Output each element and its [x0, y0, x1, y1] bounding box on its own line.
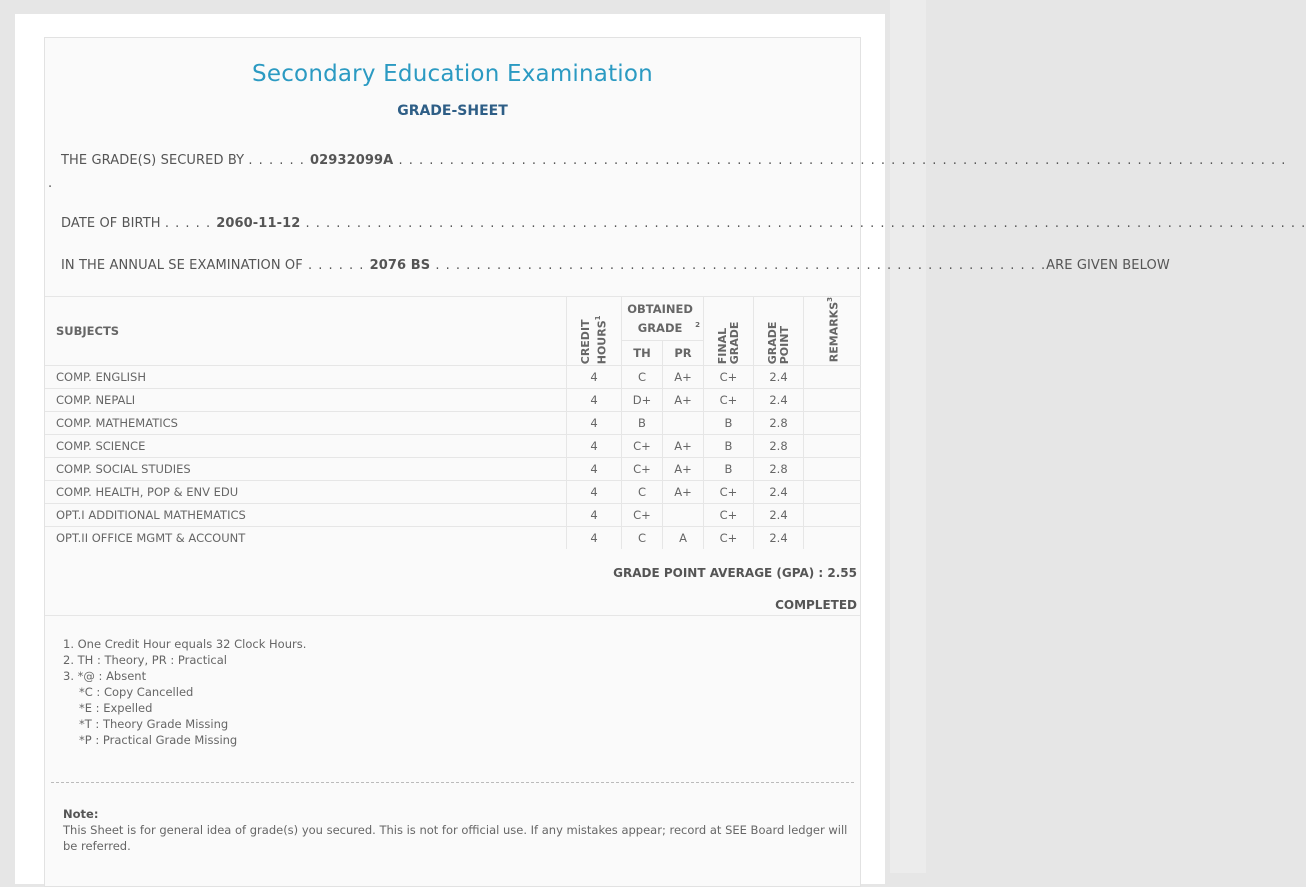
pr-grade-cell: A+ — [663, 481, 704, 504]
divider — [45, 615, 860, 616]
subject-cell: COMP. ENGLISH — [45, 366, 567, 389]
final-grade-cell: B — [704, 458, 754, 481]
final-grade-cell: C+ — [704, 389, 754, 412]
remarks-cell — [804, 366, 862, 389]
credit-cell: 4 — [567, 458, 622, 481]
subject-cell: OPT.I ADDITIONAL MATHEMATICS — [45, 504, 567, 527]
page-title: Secondary Education Examination — [252, 61, 653, 87]
credit-cell: 4 — [567, 481, 622, 504]
symbol-number: 02932099A — [310, 153, 394, 168]
th-grade-cell: C — [622, 527, 663, 550]
secured-by-label: THE GRADE(S) SECURED BY — [61, 153, 245, 168]
table-row — [45, 366, 861, 389]
gpa-value: 2.55 — [827, 566, 857, 580]
grade-point-cell: 2.8 — [754, 458, 804, 481]
secured-by-line: THE GRADE(S) SECURED BY . . . . . . 02932099A . . . . . . . . . . . . . . . . . . . . . . . . . . . . . . . . . . . . . . . . . . . . . . . . . . . . . . . . . . . . . . . . . . . . . . . . . . . . . . . . . . . . . . . — [61, 153, 1287, 168]
table-row — [45, 389, 861, 412]
exam-label: IN THE ANNUAL SE EXAMINATION OF — [61, 258, 303, 273]
credit-cell: 4 — [567, 389, 622, 412]
final-grade-cell: C+ — [704, 504, 754, 527]
pr-grade-cell: A — [663, 527, 704, 550]
footnote-item: 3. *@ : Absent — [63, 669, 147, 683]
th-header: TH — [622, 341, 663, 366]
pr-grade-cell — [663, 412, 704, 435]
final-grade-cell: B — [704, 435, 754, 458]
grade-point-cell: 2.8 — [754, 412, 804, 435]
final-grade-cell: C+ — [704, 366, 754, 389]
pr-grade-cell — [663, 504, 704, 527]
status-badge: COMPLETED — [775, 598, 857, 612]
grade-point-cell: 2.4 — [754, 481, 804, 504]
final-grade-cell: C+ — [704, 527, 754, 550]
dob-value: 2060-11-12 — [216, 216, 301, 231]
grade-point-cell: 2.4 — [754, 504, 804, 527]
note-heading: Note: — [63, 807, 99, 821]
subject-cell: COMP. NEPALI — [45, 389, 567, 412]
remarks-cell — [804, 504, 862, 527]
table-row — [45, 458, 861, 481]
remarks-cell — [804, 389, 862, 412]
remarks-header: REMARKS$^3$ — [804, 297, 862, 366]
given-below-label: ARE GIVEN BELOW — [1046, 258, 1170, 273]
page-subtitle: GRADE-SHEET — [397, 103, 508, 119]
gpa-summary — [613, 566, 857, 580]
exam-line: IN THE ANNUAL SE EXAMINATION OF . . . . . . 2076 BS . . . . . . . . . . . . . . . . . . . . . . . . . . . . . . . . . . . . . . . . . . . . . . . . . . . . . . . . . . . . ARE GIVEN BELOW — [61, 258, 1170, 273]
table-row — [45, 412, 861, 435]
footnotes — [63, 636, 306, 748]
credit-cell: 4 — [567, 527, 622, 550]
grade-point-cell: 2.4 — [754, 366, 804, 389]
pr-grade-cell: A+ — [663, 366, 704, 389]
grade-point-cell: 2.8 — [754, 435, 804, 458]
remarks-cell — [804, 481, 862, 504]
subject-cell: COMP. SOCIAL STUDIES — [45, 458, 567, 481]
grade-point-header: GRADE POINT — [754, 297, 804, 366]
credit-cell: 4 — [567, 412, 622, 435]
credit-hours-header: CREDIT HOURS$^1$ — [567, 297, 622, 366]
credit-cell: 4 — [567, 504, 622, 527]
subject-cell: COMP. MATHEMATICS — [45, 412, 567, 435]
th-grade-cell: C+ — [622, 504, 663, 527]
subjects-header: SUBJECTS — [45, 297, 567, 366]
subject-cell: COMP. SCIENCE — [45, 435, 567, 458]
final-grade-header: FINAL GRADE — [704, 297, 754, 366]
grade-point-cell: 2.4 — [754, 389, 804, 412]
remarks-cell — [804, 527, 862, 550]
pr-grade-cell: A+ — [663, 435, 704, 458]
footnote-item: *C : Copy Cancelled — [79, 685, 194, 699]
table-row — [45, 527, 861, 550]
exam-year: 2076 BS — [369, 258, 431, 273]
th-grade-cell: C — [622, 366, 663, 389]
dob-label: DATE OF BIRTH — [61, 216, 161, 231]
footnote-item: 2. TH : Theory, PR : Practical — [63, 653, 227, 667]
table-row — [45, 481, 861, 504]
pr-header: PR — [663, 341, 704, 366]
footnote-item: *E : Expelled — [79, 701, 153, 715]
table-row — [45, 435, 861, 458]
th-grade-cell: C+ — [622, 458, 663, 481]
remarks-cell — [804, 435, 862, 458]
remarks-cell — [804, 412, 862, 435]
pr-grade-cell: A+ — [663, 389, 704, 412]
footnote-item: 1. One Credit Hour equals 32 Clock Hours. — [63, 637, 307, 651]
credit-cell: 4 — [567, 366, 622, 389]
th-grade-cell: B — [622, 412, 663, 435]
table-header-row — [45, 297, 861, 341]
th-grade-cell: C+ — [622, 435, 663, 458]
subject-cell: COMP. HEALTH, POP & ENV EDU — [45, 481, 567, 504]
subject-cell: OPT.II OFFICE MGMT & ACCOUNT — [45, 527, 567, 550]
pr-grade-cell: A+ — [663, 458, 704, 481]
dashed-divider — [51, 782, 854, 783]
table-row — [45, 504, 861, 527]
footnote-item: *T : Theory Grade Missing — [79, 717, 229, 731]
dob-line: DATE OF BIRTH . . . . . 2060-11-12 . . . . . . . . . . . . . . . . . . . . . . . . . . . . . . . . . . . . . . . . . . . . . . . . . . . . . . . . . . . . . . . . . . . . . . . . . . . . . . . . . . . . . . . . . . . . . . . . . . — [61, 216, 1306, 231]
scroll-area — [890, 0, 926, 873]
remarks-cell — [804, 458, 862, 481]
grade-sheet — [44, 37, 1306, 887]
wrap-dot: . — [48, 176, 53, 191]
grades-table — [45, 296, 861, 549]
note-text: This Sheet is for general idea of grade(s) you secured. This is not for official use. If any mistakes appear; record at SEE Board ledger will be referred. — [63, 823, 848, 853]
final-grade-cell: B — [704, 412, 754, 435]
final-grade-cell: C+ — [704, 481, 754, 504]
th-grade-cell: C — [622, 481, 663, 504]
credit-cell: 4 — [567, 435, 622, 458]
footnote-item: *P : Practical Grade Missing — [79, 733, 238, 747]
obtained-grade-header: OBTAINED GRADE $^2$ — [622, 297, 704, 341]
gpa-label: GRADE POINT AVERAGE (GPA) : — [613, 566, 824, 580]
grade-point-cell: 2.4 — [754, 527, 804, 550]
th-grade-cell: D+ — [622, 389, 663, 412]
